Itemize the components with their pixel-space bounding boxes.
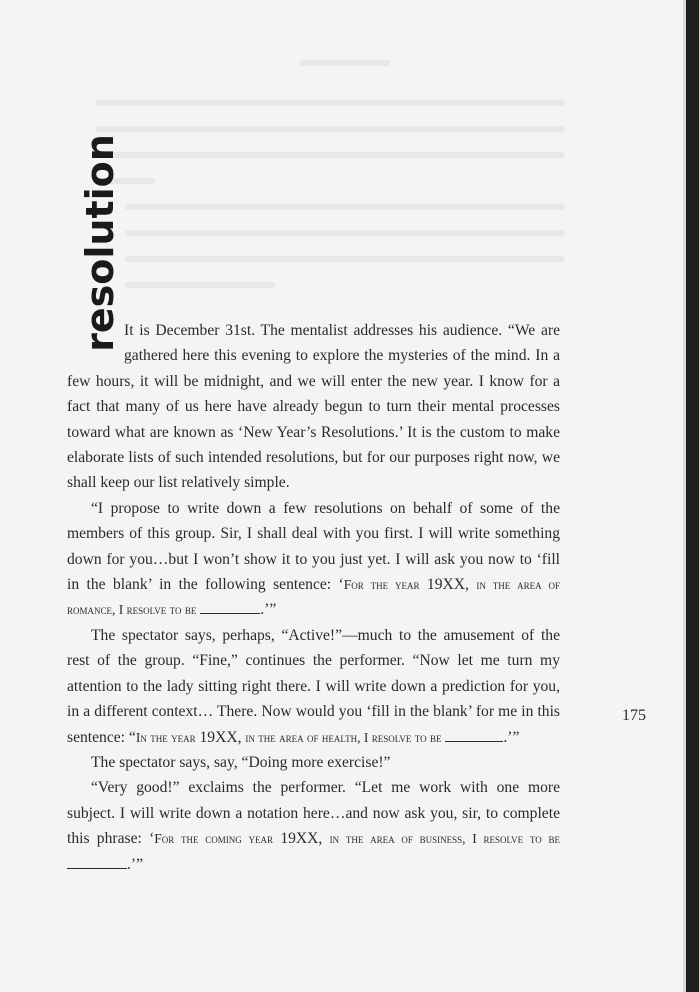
heading-text: resolution xyxy=(78,134,122,352)
paragraph-5: “Very good!” exclaims the performer. “Let me work with one more subject. I will write down a notation here…and now ask you, sir, to complete this phrase: ‘For the coming year 19XX, in the area of business, I resolve to be .’” xyxy=(67,779,560,873)
fill-in-blank xyxy=(445,730,503,742)
paragraph-1: It is December 31st. The mentalist addresses his audience. “We are gathered here this evening to explore the mysteries of the mind. In a few hours, it will be midnight, and we will enter the new year. I know for a fact that many of us here have already begun to turn their mental processes toward what are known as ‘New Year’s Resolutions.’ It is the custom to make elaborate lists of such intended resolutions, but for our purposes right now, we shall keep our list relatively simple. xyxy=(67,322,560,492)
fill-in-blank xyxy=(200,602,260,614)
fill-in-blank xyxy=(67,857,127,869)
page-number: 175 xyxy=(622,707,646,724)
paragraph-3: The spectator says, perhaps, “Active!”—much to the amusement of the rest of the group. “Fine,” continues the performer. “Now let me turn my attention to the lady sitting right there. I will write down a prediction for you, in a different context… There. Now would you ‘fill in the blank’ for me in this sentence: “In the year 19XX, in the area of health, I resolve to be .’” xyxy=(67,626,560,746)
book-spine-edge xyxy=(686,0,699,992)
paragraph-2: “I propose to write down a few resolutions on behalf of some of the members of this group. Sir, I shall deal with you first. I will write something down for you…but I won’t show it to you just yet. I will ask you now to ‘fill in the blank’ in the following sentence: ‘For the year 19XX, in the area of romance, I resolve to be .’” xyxy=(67,499,560,619)
paragraph-4: The spectator says, say, “Doing more exercise!” xyxy=(91,753,391,771)
body-text xyxy=(67,318,560,877)
